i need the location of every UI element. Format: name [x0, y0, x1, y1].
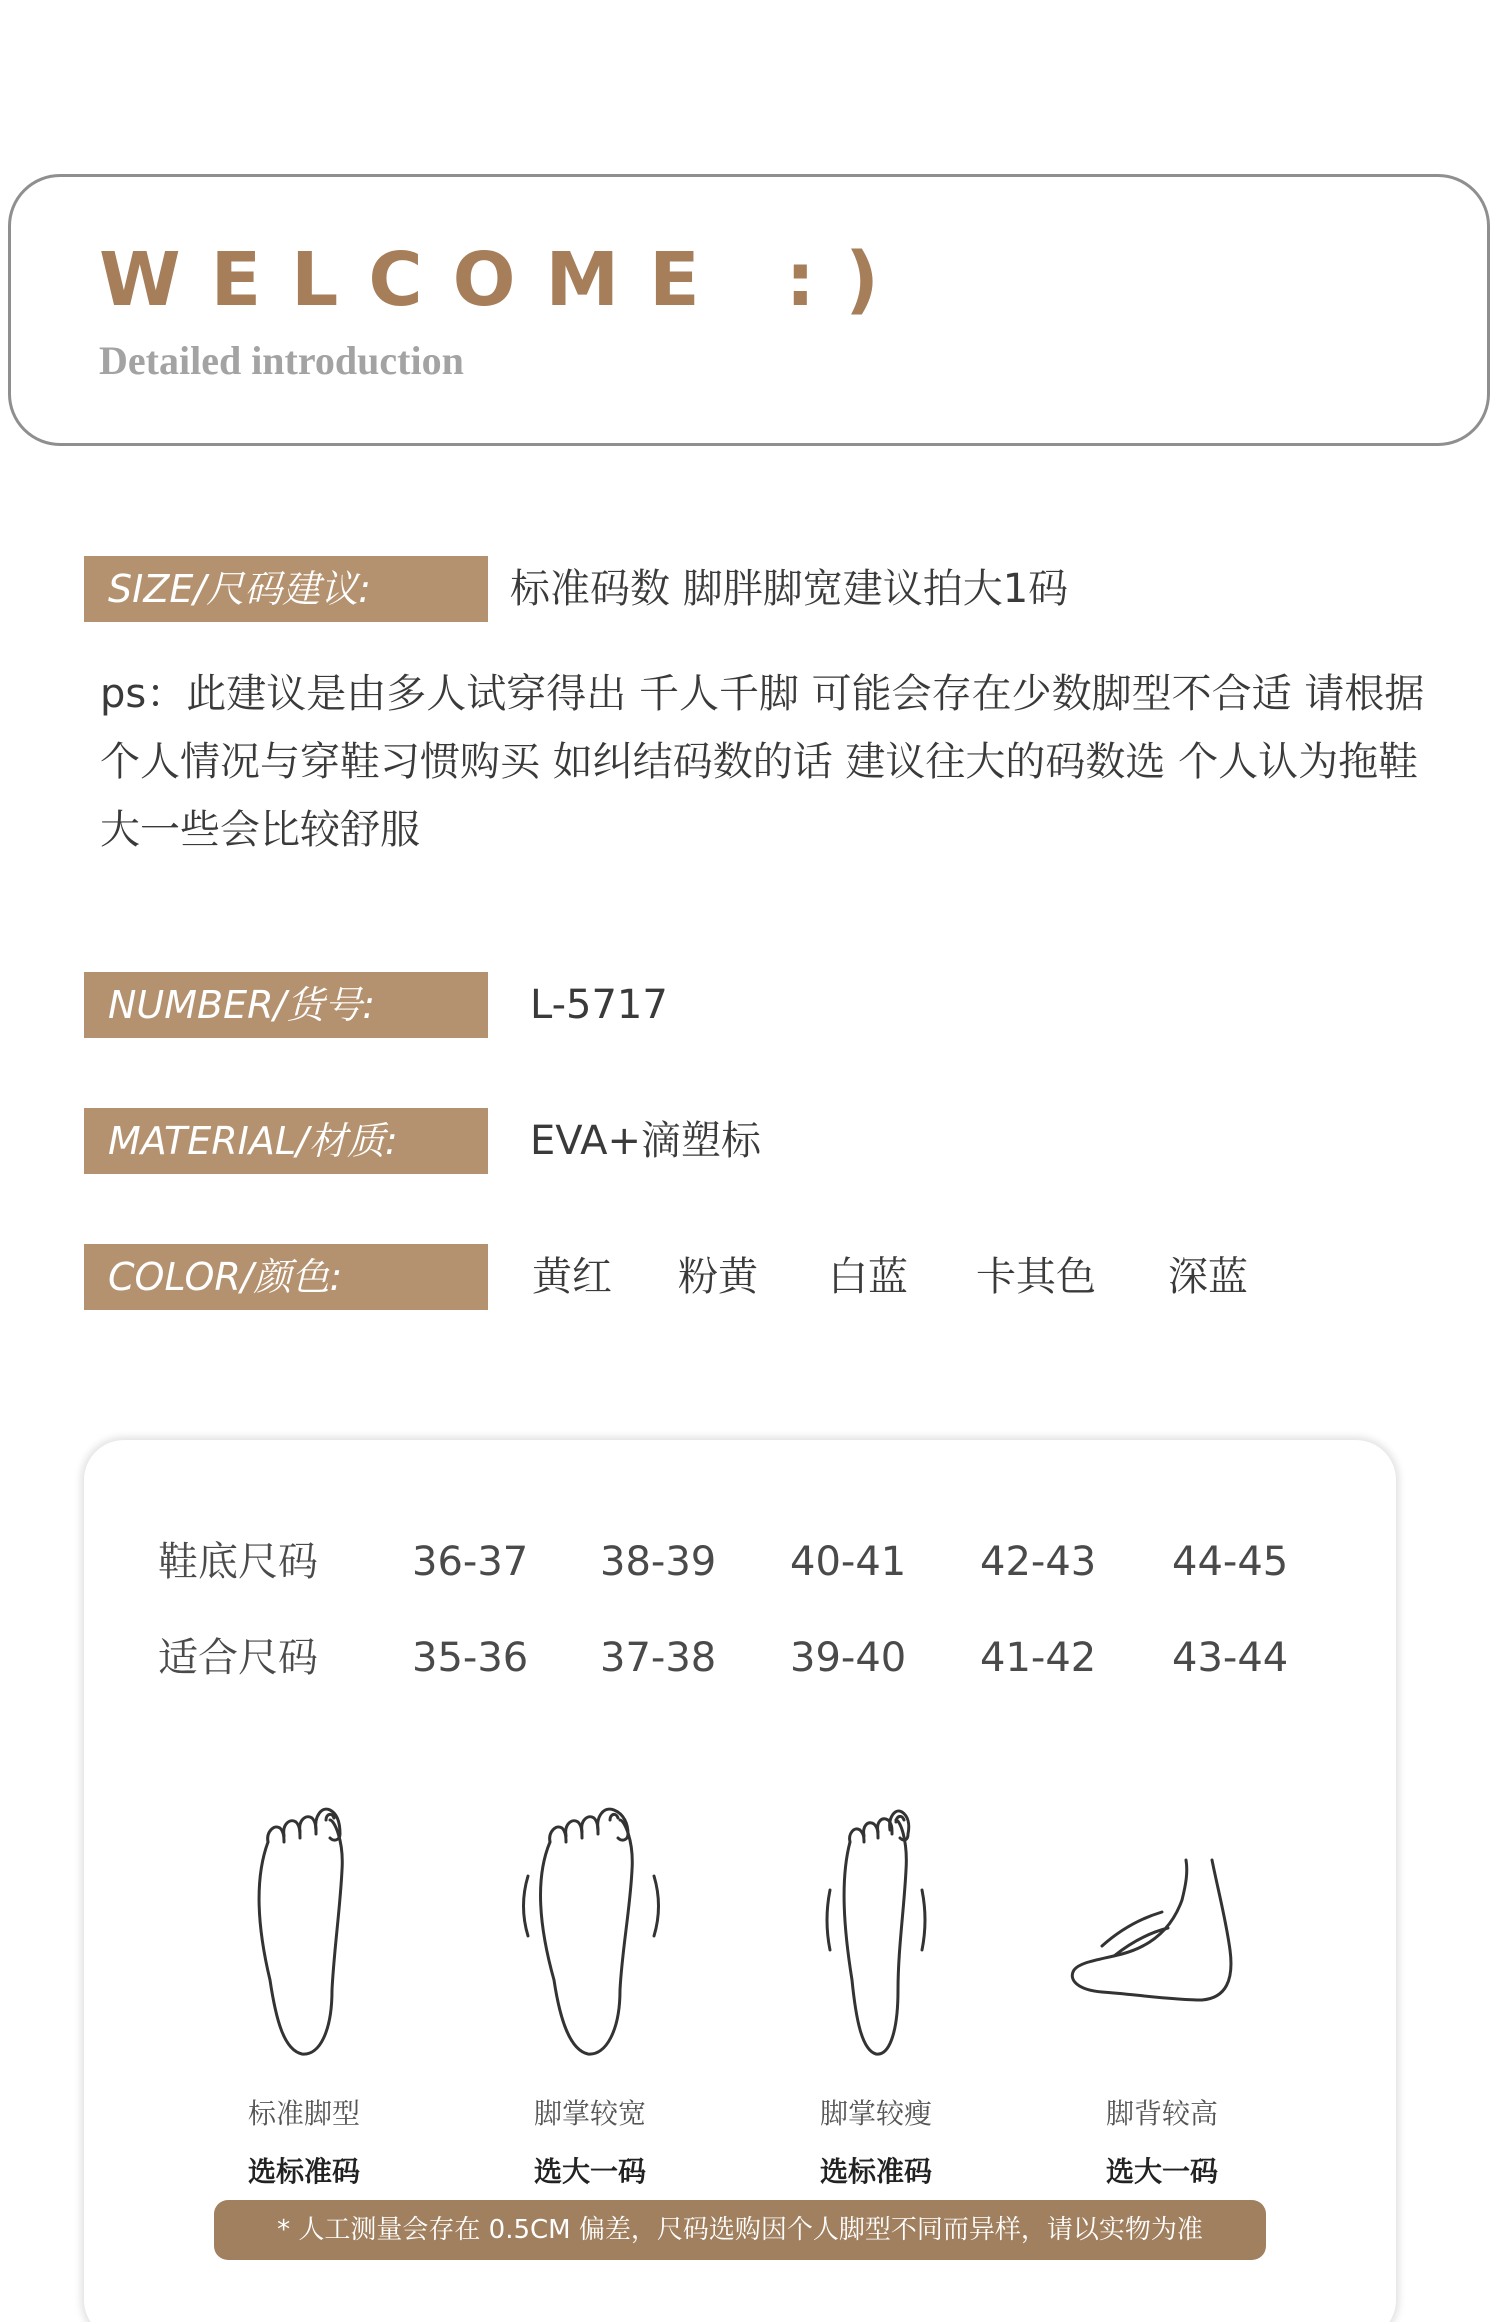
narrow-foot-icon — [756, 1780, 996, 2080]
table-row — [84, 1628, 1396, 1688]
color-option: 黄红 — [532, 1254, 612, 1300]
row-label: 适合尺码 — [158, 1635, 318, 1681]
foot-type-high-instep — [1042, 1780, 1282, 2200]
table-cell: 42-43 — [980, 1539, 1097, 1585]
foot-advice-label: 选标准码 — [247, 2155, 360, 2188]
table-cell: 43-44 — [1172, 1635, 1289, 1681]
row-label: 鞋底尺码 — [158, 1539, 318, 1585]
standard-foot-icon — [184, 1780, 424, 2080]
foot-type-label: 脚掌较宽 — [533, 2097, 646, 2130]
foot-type-label: 脚掌较瘦 — [819, 2097, 932, 2130]
color-option: 白蓝 — [828, 1254, 908, 1300]
foot-advice-label: 选大一码 — [533, 2155, 646, 2188]
table-cell: 39-40 — [790, 1635, 907, 1681]
welcome-card — [8, 174, 1490, 446]
color-option: 卡其色 — [976, 1254, 1096, 1300]
welcome-title: WELCOME :) — [99, 237, 909, 323]
table-cell: 38-39 — [600, 1539, 717, 1585]
material-value: EVA+滴塑标 — [530, 1118, 761, 1164]
color-label: COLOR/颜色: — [84, 1244, 488, 1310]
size-value: 标准码数 脚胖脚宽建议拍大1码 — [510, 566, 1069, 612]
measurement-note: * 人工测量会存在 0.5CM 偏差，尺码选购因个人脚型不同而异样，请以实物为准 — [214, 2200, 1266, 2260]
welcome-subtitle: Detailed introduction — [99, 338, 464, 383]
foot-type-label: 脚背较高 — [1105, 2097, 1218, 2130]
number-value: L-5717 — [530, 982, 668, 1028]
color-option: 粉黄 — [678, 1254, 758, 1300]
size-chart-card — [84, 1440, 1396, 2322]
table-cell: 36-37 — [412, 1539, 529, 1585]
ps-note: ps：此建议是由多人试穿得出 千人千脚 可能会存在少数脚型不合适 请根据个人情况与穿鞋习惯购买 如纠结码数的话 建议往大的码数选 个人认为拖鞋大一些会比较舒服 — [100, 671, 1425, 853]
foot-type-narrow — [756, 1780, 996, 2200]
size-label: SIZE/尺码建议: — [84, 556, 488, 622]
table-cell: 40-41 — [790, 1539, 907, 1585]
material-label: MATERIAL/材质: — [84, 1108, 488, 1174]
table-row — [84, 1532, 1396, 1592]
foot-advice-label: 选大一码 — [1105, 2155, 1218, 2188]
foot-type-standard — [184, 1780, 424, 2200]
number-label: NUMBER/货号: — [84, 972, 488, 1038]
wide-foot-icon — [470, 1780, 710, 2080]
table-cell: 35-36 — [412, 1635, 529, 1681]
table-cell: 41-42 — [980, 1635, 1097, 1681]
foot-advice-label: 选标准码 — [819, 2155, 932, 2188]
table-cell: 44-45 — [1172, 1539, 1289, 1585]
table-cell: 37-38 — [600, 1635, 717, 1681]
high-instep-foot-icon — [1042, 1780, 1282, 2080]
color-option: 深蓝 — [1168, 1254, 1248, 1300]
foot-type-wide — [470, 1780, 710, 2200]
foot-type-label: 标准脚型 — [247, 2097, 360, 2130]
